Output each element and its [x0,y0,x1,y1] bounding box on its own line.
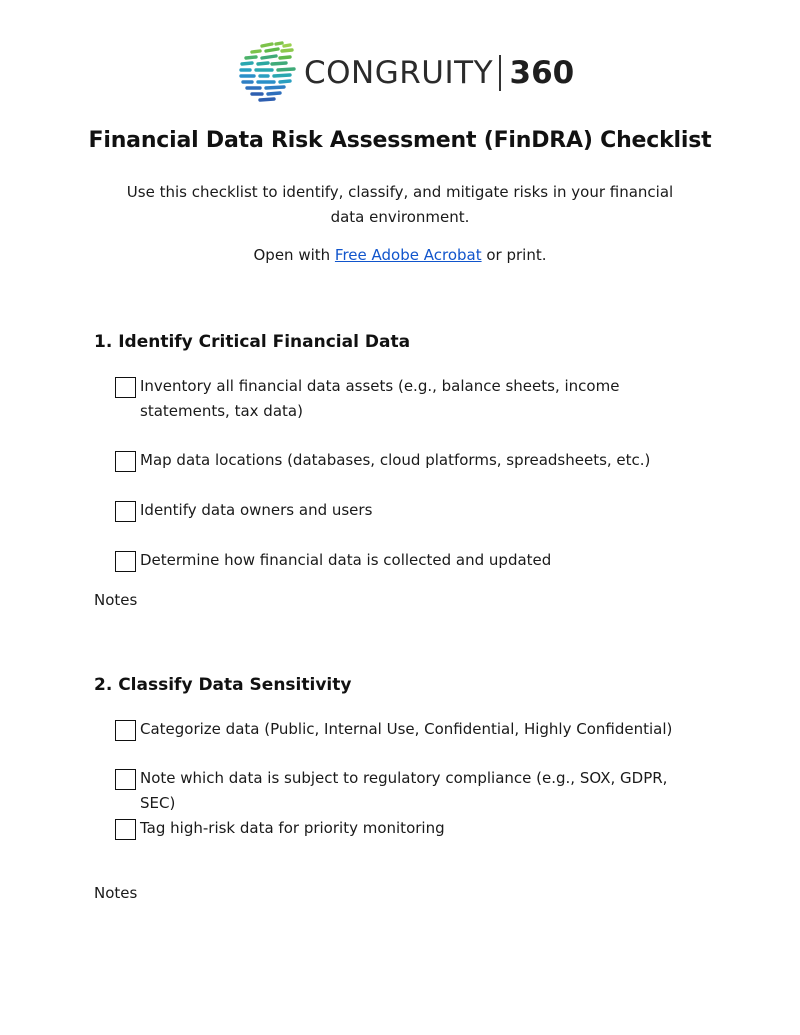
checklist-item [115,500,695,523]
open-with-line [0,246,800,264]
adobe-acrobat-link[interactable]: Free Adobe Acrobat [334,246,482,264]
checklist-item [115,719,695,742]
checklist-item-label: Tag high-risk data for priority monitoring [140,819,445,837]
checkbox[interactable] [115,377,136,398]
checkbox[interactable] [115,451,136,472]
checkbox[interactable] [115,551,136,572]
brand-name: CONGRUITY [304,55,494,91]
checklist-item-label: Categorize data (Public, Internal Use, Confidential, Highly Confidential) [140,720,673,738]
checklist-item [115,768,695,816]
checklist-item-label: Inventory all financial data assets (e.g., balance sheets, income statements, tax data) [140,377,620,420]
checklist-item-label: Determine how financial data is collected and updated [140,551,552,569]
checkbox[interactable] [115,720,136,741]
checklist-item [115,376,695,424]
open-with-prefix: Open with [253,246,335,264]
checklist-item-label: Map data locations (databases, cloud platforms, spreadsheets, etc.) [140,451,651,469]
checkbox[interactable] [115,769,136,790]
intro-text: Use this checklist to identify, classify, and mitigate risks in your financial data environment. [126,183,674,226]
checklist-item [115,450,695,473]
checkbox[interactable] [115,501,136,522]
open-with-suffix: or print. [481,246,547,264]
page-title: Financial Data Risk Assessment (FinDRA) Checklist [88,128,712,153]
notes-label: Notes [94,591,138,609]
checklist-item-label: Note which data is subject to regulatory compliance (e.g., SOX, GDPR, SEC) [140,769,668,812]
brand-logo [238,40,578,106]
brand-number: 360 [509,55,575,91]
section-heading: 1. Identify Critical Financial Data [94,332,411,352]
congruity-globe-icon [238,40,298,106]
checkbox[interactable] [115,819,136,840]
brand-divider [499,55,501,91]
notes-label: Notes [94,884,138,902]
checklist-item-label: Identify data owners and users [140,501,373,519]
checklist-item [115,818,695,841]
section-heading: 2. Classify Data Sensitivity [94,675,352,695]
checklist-item [115,550,695,573]
